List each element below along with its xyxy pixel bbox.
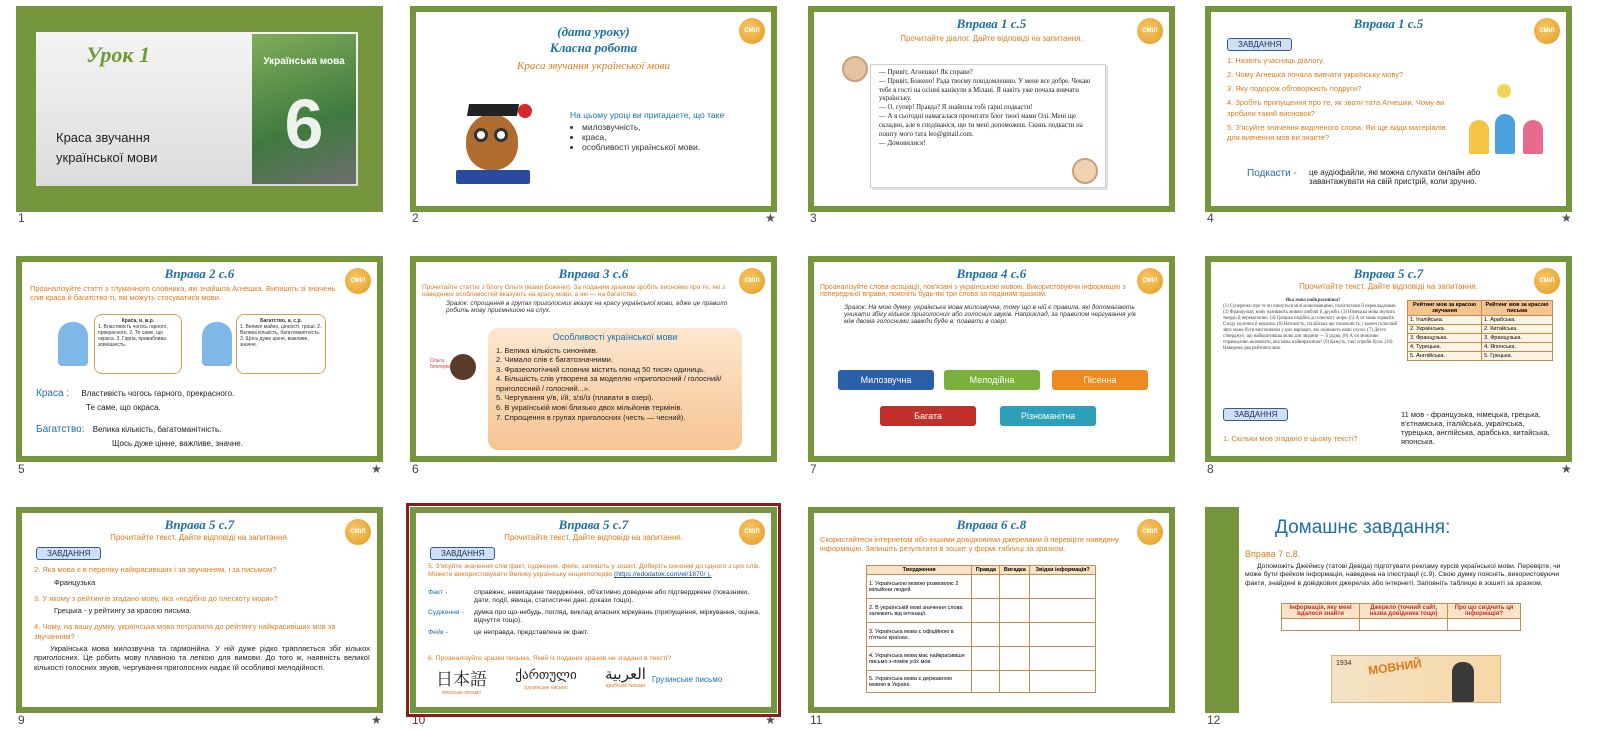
answer-bagatstvo: Багатство: Велика кількість, багатоманітність. Щось дуже цінне, важливе, значне. — [36, 424, 243, 448]
brand-logo: СМІЛ — [1534, 268, 1560, 294]
answer-krasa: Краса : Властивість чогось гарного, прекрасного. Те саме, що окраса. — [36, 388, 235, 412]
homework-table: Інформація, яку мені вдалося знайти Джерело (точний сайт, назва довідника тощо) Про що свідчить ця інформація? — [1281, 603, 1521, 631]
ratings-table: Рейтинг мов за красою звучання Рейтинг мов за красою письма 1. Італійська. 1. Арабська. 2. Українська. 2. Китайська. 3. Французька. 3. Французька. 4. Турецька. 4. Японська. 5. Англійська. 5. Грецька. — [1407, 300, 1553, 361]
task-text: Прочитайте діалог. Дайте відповіді на запитання. — [900, 34, 1083, 43]
exercise-title: Вправа 5 с.7 — [558, 517, 629, 532]
exercise-title: Вправа 1 с.5 — [956, 16, 1027, 31]
title-panel — [36, 32, 358, 186]
association-button[interactable]: Багата — [880, 406, 976, 426]
brand-logo: СМІЛ — [1137, 18, 1163, 44]
sample-text: Зразок: На мою думку, українська мова милозвучна, тому що в ній є правила, які допомагають уникати збігу кількох приголосних або голосних звуків. Наприклад, за правилом чергування у/в між двома голосними завжди буде в: плавати в озері. — [844, 304, 1136, 325]
subtitle: Краса звучання української мови — [517, 60, 670, 72]
homework-title: Домашнє завдання: — [1275, 517, 1451, 538]
slide-thumbnail-2[interactable] — [410, 6, 777, 212]
homework-exercise: Вправа 7 с.8. — [1245, 549, 1301, 559]
brand-logo: СМІЛ — [345, 268, 371, 294]
exercise-title: Вправа 4 с.6 — [956, 266, 1027, 281]
owl-illustration — [448, 94, 538, 190]
slide-number: 3 — [810, 211, 817, 225]
association-button[interactable]: Різноманітна — [1000, 406, 1096, 426]
task-text: Прочитайте текст. Дайте відповіді на запитання. — [1299, 282, 1478, 291]
slide-number: 11 — [810, 713, 823, 727]
question-text: 1. Скільки мов згадано в цьому тексті? — [1223, 434, 1358, 443]
dictionary-bubble: Багатство, а, с.р. 1. Велике майно, цінності, гроші. 2. Велика кількість, багатоманітність. 3. Щось дуже цінне, важливе, значне. — [236, 314, 326, 374]
brand-logo: СМІЛ — [1137, 519, 1163, 545]
brand-logo: СМІЛ — [1137, 268, 1163, 294]
star-icon[interactable]: ★ — [765, 211, 776, 225]
slide-thumbnail-11[interactable] — [808, 507, 1175, 713]
brand-logo: СМІЛ — [345, 519, 371, 545]
blogger-label: Ольга блогерка — [430, 358, 451, 370]
slide-number: 12 — [1207, 713, 1221, 727]
star-icon[interactable]: ★ — [371, 713, 382, 727]
association-button[interactable]: Пісенна — [1052, 370, 1148, 390]
avatar — [202, 322, 232, 366]
exercise-title: Вправа 5 с.7 — [164, 517, 235, 532]
slide-thumbnail-7[interactable] — [808, 256, 1175, 462]
slide-thumbnail-12[interactable] — [1205, 507, 1572, 713]
encyclopedia-link[interactable]: (https://edodatok.com/el/1870/ ). — [614, 571, 712, 579]
exercise-title: Вправа 3 с.6 — [558, 266, 629, 281]
slide-thumbnail-9[interactable] — [16, 507, 383, 713]
slide-thumbnail-6[interactable] — [410, 256, 777, 462]
features-box: Особливості української мови 1. Велика кількість синонімів. 2. Чимало слів є багатозначними. 3. Фразеологічний словник містить понад 50 тисяч одиниць. 4. Більшість слів утворена за моделлю «приголосний / голосний/ приголосний / голосний...». 5. Чергування у/в, і/й, з/зі/із (плавати в озері). 6. В українській мові близько двох мільйонів термінів. 7. Спрощення в групах приголосних (честь — чесний). — [488, 328, 742, 450]
task-badge: ЗАВДАННЯ — [36, 547, 101, 560]
answer-text: 11 мов - французька, німецька, грецька, в'єтнамська, італійська, українська, турецька, англійська, арабська, китайська, японська. — [1401, 410, 1550, 446]
task-text: Проаналізуйте слова-асоціації, пов'язані з українською мовою. Використовуючи інформацію з попередньої вправи, поясніть будь-які три слова за поданим зразком. — [820, 284, 1126, 298]
blogger-avatar — [450, 354, 476, 380]
exercise-title: Вправа 2 с.6 — [164, 266, 235, 281]
slide-thumbnail-1[interactable] — [16, 6, 383, 212]
slide-thumbnail-4[interactable] — [1205, 6, 1572, 212]
slide-thumbnail-3[interactable] — [808, 6, 1175, 212]
task-five: 5. З'ясуйте значення слів факт, судження, фейк, запишіть у зошит. Доберіть синонім до одного з цих слів. Можете використовувати Велику українську енциклопедію (https://edodatok.com/el/1870/ ). — [428, 563, 761, 579]
slide-number: 8 — [1207, 462, 1214, 476]
star-icon[interactable]: ★ — [1561, 211, 1572, 225]
task-badge: ЗАВДАННЯ — [1227, 38, 1292, 51]
task-text: Скористайтеся інтернетом або іншими довідковими джерелами й перевірте наведену інформацію. Запишіть результати в зошит у формі таблиці за зразком. — [820, 535, 1119, 553]
presenter-figure — [1452, 662, 1474, 702]
exercise-title: Вправа 6 с.8 — [956, 517, 1027, 532]
qa-list: 2. Яка мова є в переліку найкрасивіших і за звучанням, і за письмом? Французька 3. У якому з рейтингів згадано мову, яка «подібна до плескоту моря»? Грецька - у рейтингу за красою письма. 4. Чому, на вашу думку, українська мова потрапила до рейтингу найкрасивіших мов за звучанням? Українська мова милозвучна та гармонійна. У ній дуже рідко трапляється збіг кількох приголосних. Це робить мову плавною та легкою для вимови. До того ж, наявність великої кількості голосних звуків, чергування приголосних надає їй особливої мелодійності. — [34, 565, 370, 672]
brand-logo: СМІЛ — [739, 519, 765, 545]
slide-number: 2 — [412, 211, 419, 225]
term-definition: Подкасти - це аудіофайли, які можна слухати онлайн або завантажувати на свій пристрій, коли зручно. — [1247, 168, 1481, 186]
course-poster: 1934 МОВНИЙ — [1331, 655, 1501, 703]
star-icon[interactable]: ★ — [765, 713, 776, 727]
slide-number: 9 — [18, 713, 25, 727]
answer-text: Грузинське письмо — [652, 675, 723, 684]
lesson-goals: На цьому уроці ви пригадаєте, що таке • милозвучність, • краса, • особливості української мови. — [570, 110, 750, 152]
slide-thumbnail-5[interactable] — [16, 256, 383, 462]
brand-logo: СМІЛ — [739, 18, 765, 44]
task-badge: ЗАВДАННЯ — [1223, 408, 1288, 421]
goal-item: • краса, — [582, 132, 750, 142]
lesson-topic: Краса звучання української мови — [56, 130, 158, 165]
task-six: 6. Проаналізуйте зразки письма. Який із поданих зразків не згадано в тексті? — [428, 655, 672, 662]
slide-thumbnail-8[interactable] — [1205, 256, 1572, 462]
dictionary-bubble: Краса, и, ж.р. 1. Властивість чогось гарного, прекрасного. 2. Те саме, що окраса. 3. Гарна, приваблива зовнішність. — [94, 314, 182, 374]
brand-logo: СМІЛ — [1534, 18, 1560, 44]
homework-text: Допоможіть Джеймсу (татові Девіда) підготувати рекламу курсів української мови. Перевірте, чи може бути фейком інформація, наведена на ілюстрації (с.9). Свою думку поясніть, використовуючи факти, знайдені в довідкових джерелах або інтернеті. Заповніть таблицю в зошиті за зразком. — [1245, 563, 1561, 587]
brand-logo: СМІЛ — [739, 268, 765, 294]
task-text: Прочитайте текст. Дайте відповіді на запитання. — [504, 533, 683, 542]
heading: Класна робота — [549, 40, 638, 55]
sample-text: Зразок: спрощення в групах приголосних вказує на красу української мови, адже це правило робить мову приємнішою на слух. — [446, 300, 728, 314]
dialog-box: — Привіт, Агнешко! Як справи? — Привіт, Божено! Рада твоєму повідомленню. У мене все добре. Чекаю тебе в гості на осінні канікули в Мілані. Я навіть уже почала вивчати українську. — О, супер! Правда? Я знайшла тобі гарні подкасти! — А я сьогодні намагалася прочитати блог твоєї мами Олі. Мені ще складно, але я сподіваюся, що ти мені допоможеш. Скинь подкасти на пошту мого тата leo@gmail.com. — Домовилися! — [870, 64, 1106, 188]
association-button[interactable]: Мелодійна — [944, 370, 1040, 390]
definitions: Факт - справжнє, невигадане твердження, об'єктивно доведене або підтверджене (показники, дати, події, явища, статистичні дані, докази тощо). Судження - думка про що-небудь, погляд, виклад власних міркувань (припущення, міркування, оцінка, відчуття тощо). Фейк - це неправда, представлена як факт. — [428, 589, 760, 636]
exercise-title: Вправа 1 с.5 — [1353, 16, 1424, 31]
star-icon[interactable]: ★ — [1561, 462, 1572, 476]
association-button[interactable]: Милозвучна — [838, 370, 934, 390]
slide-number: 4 — [1207, 211, 1214, 225]
lesson-title: Урок 1 — [86, 42, 151, 67]
slide-number: 10 — [412, 713, 426, 727]
fact-check-table: Твердження Правда Вигадка Звідки інформація? 1. Українською мовою розмовляє 2 мільйони людей. 2. В українській мові значення слова залежить від інтонації. 3. Українська мова є офіційною в п'ятьох країнах. 4. Українська мова має найкрасивіше письмо з-поміж усіх мов. 5. Українська мова є державною мовою в Україні. — [866, 565, 1096, 693]
avatar — [58, 322, 88, 366]
script-samples: 日本語 японське письмо ქართული грузинське письмо العربية арабське письмо — [436, 666, 646, 696]
slide-thumbnail-10[interactable] — [410, 507, 777, 713]
slide-number: 5 — [18, 462, 25, 476]
task-text: Прочитайте текст. Дайте відповіді на запитання. — [110, 533, 289, 542]
people-icon — [1467, 84, 1551, 160]
task-text: Прочитайте статтю з блогу Ольги (мами Божени). За поданим зразком зробіть висновки про те, які з наведених особливостей вказують на красу мови, а які — на багатство. — [422, 284, 725, 298]
question-list: 1. Назвіть учасниць діалогу. 2. Чому Агнешка почала вивчати українську мову? 3. Яку подорож обговорюють подруги? 4. Зробіть припущення про те, як звати тата Агнешки. Чому ви зробили такий висновок? 5. З'ясуйте значення виділеного слова. Які ще види матеріалів для вивчення мов ви знаєте? — [1227, 56, 1446, 142]
slide-number: 1 — [18, 211, 25, 225]
task-text: Проаналізуйте статті з тлумачного словника, які знайшла Агнешка. Випишіть зі значень слів краса й багатство ті, які можуть стосуватися мови. — [30, 284, 336, 302]
date-label: (дата уроку) — [557, 24, 630, 39]
textbook-cover: Українська мова 6 — [252, 34, 356, 184]
slide-number: 7 — [810, 462, 817, 476]
goal-item: • милозвучність, — [582, 122, 750, 132]
star-icon[interactable]: ★ — [371, 462, 382, 476]
exercise-title: Вправа 5 с.7 — [1353, 266, 1424, 281]
slide-number: 6 — [412, 462, 419, 476]
article-text: Яка мова найкрасивіша? (1) Суперечки про те чи пишуться мілі мовознавцями, поліглотами й перекладачами. (2) Французьку мову називають мовою любові й дружби. (3) Німецька мова звучить твердо й переконливо. (4) Грецька подібна до плескоту моря. (5) А от мова хорватів Сходу музична й виразна. (6) Натомість, італійська ще тональність, і кожен голосний звук може бути виспоненим у цих варіацях, які оцінюють наші слухи. (7) Дехто стверджує, що найкрасивіша мова для людини — її рідна. (8) А чи можливо справедливо визначити, яка мова найвиразніша? (9) Кажуть, такі спроби були. (10) Наведемо два рейтинги мов. — [1223, 298, 1398, 351]
task-badge: ЗАВДАННЯ — [430, 547, 495, 560]
avatar — [842, 56, 868, 82]
goal-item: • особливості української мови. — [582, 142, 750, 152]
